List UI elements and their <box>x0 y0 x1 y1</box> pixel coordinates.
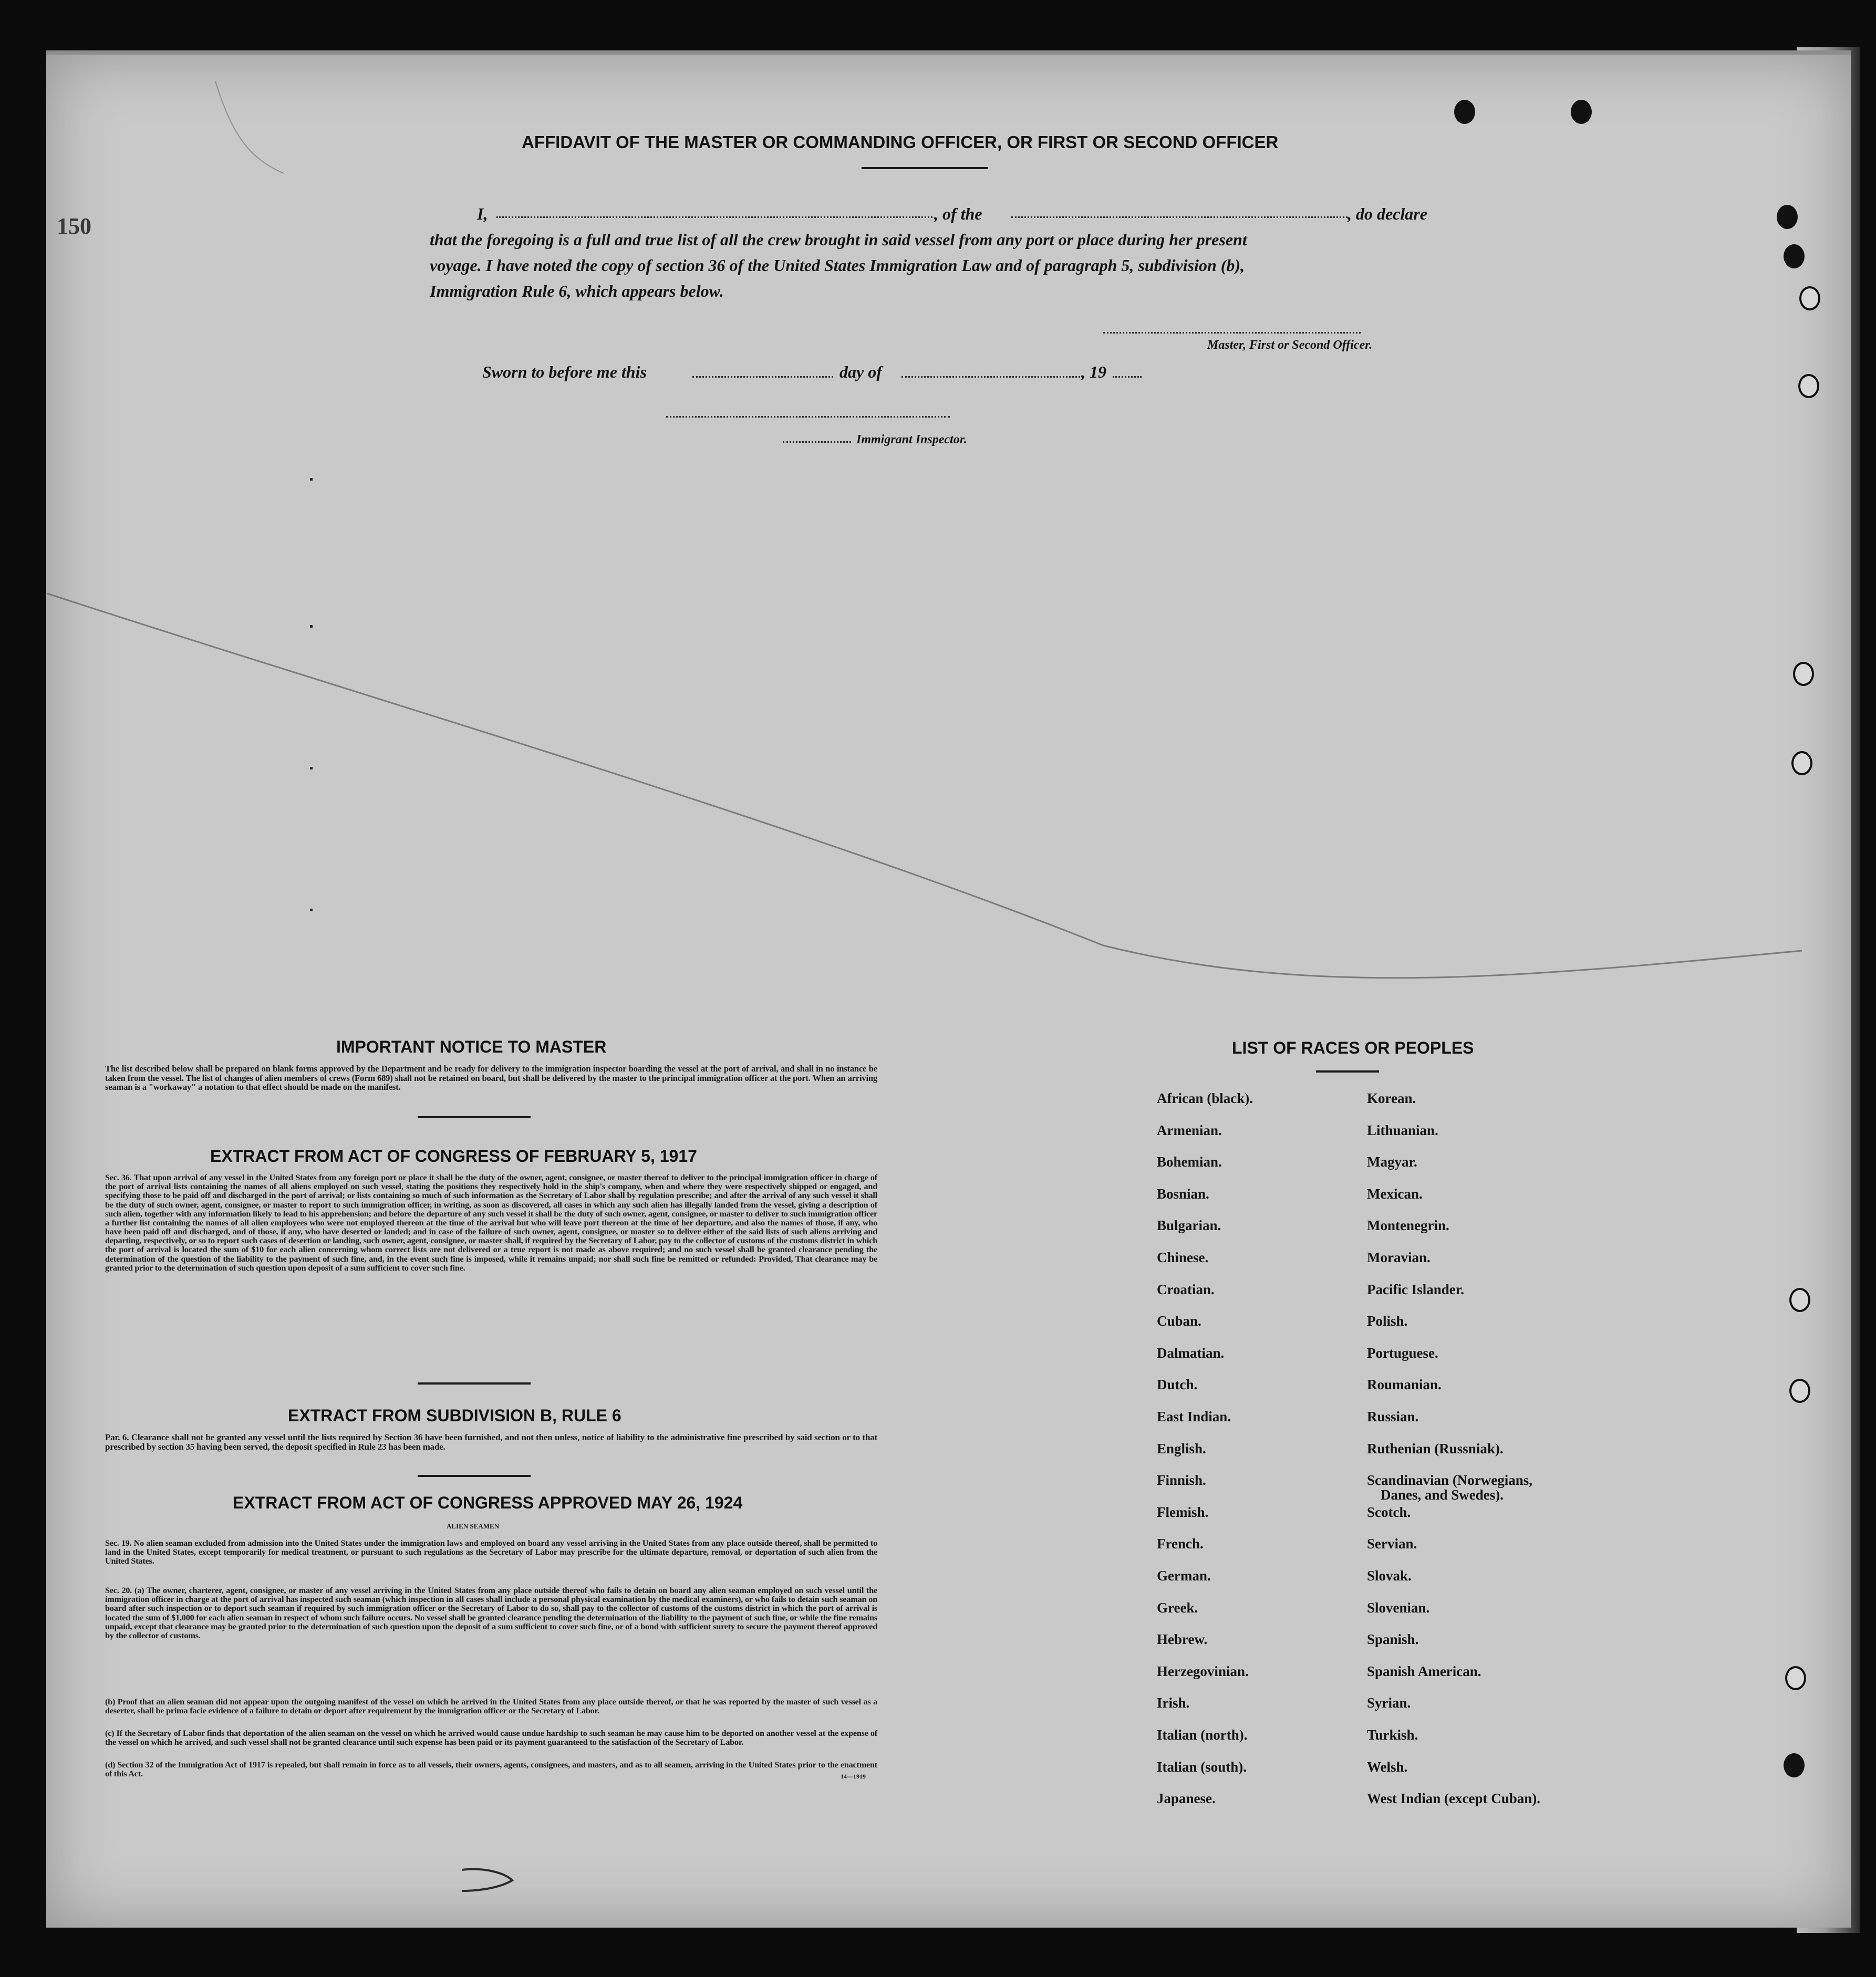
affidavit-line-3: voyage. I have noted the copy of section 36 of the United States Immigration Law and of paragraph 5, subdivision (b), <box>430 256 1245 275</box>
form-number: 14—1919 <box>841 1773 866 1780</box>
affidavit-i: I, <box>477 204 488 223</box>
fold-mark <box>310 909 313 911</box>
extract-1924-sec20a: Sec. 20. (a) The owner, charterer, agent, consignee, or master of any vessel arriving in the United States from any place outside thereof who fails to detain on board any alien seaman employed on such vessel until the immigration officer in charge at the port of arrival has inspected such seaman (which inspection in all cases shall include a personal physical examination by the medical examiners), or who fails to detain such seaman on board after such inspection or to deport such seaman if required by such immigration officer or the Secretary of Labor to do so, shall pay to the collector of customs of the customs district in which the port of arrival is located the sum of $1,000 for each alien seaman in respect of whom such failure occurs. No vessel shall be granted clearance pending the determination of the liability to the payment of such fine, or while the fine remains unpaid, except that clearance may be granted prior to the determination of such question upon the deposit of a sum sufficient to cover such fine, or of a bond with sufficient surety to secure the payment thereof approved by the collector of customs. <box>105 1586 877 1640</box>
binding-hole <box>1789 1379 1810 1403</box>
extract-1917-title: EXTRACT FROM ACT OF CONGRESS OF FEBRUARY 5, 1917 <box>210 1147 697 1166</box>
race-item: African (black). <box>1157 1090 1253 1106</box>
fold-mark <box>310 478 313 481</box>
master-caption: Master, First or Second Officer. <box>1207 338 1373 352</box>
race-item: Danes, and Swedes). <box>1381 1487 1504 1503</box>
affidavit-line-2: that the foregoing is a full and true list of all the crew brought in said vessel from any port or place during her present <box>430 230 1247 249</box>
races-underline <box>1316 1070 1379 1073</box>
race-item: Slovenian. <box>1367 1599 1430 1616</box>
race-item: Mexican. <box>1367 1185 1423 1202</box>
extract-1924-sec20d: (d) Section 32 of the Immigration Act of 1917 is repealed, but shall remain in force as to all vessels, their owners, agents, consignees, and masters, and as to all seamen, arriving in the United States prior to the enactment of this Act. <box>105 1760 877 1779</box>
binding-hole <box>1777 205 1798 229</box>
year-text: , 19 <box>1081 362 1106 381</box>
race-item: Croatian. <box>1157 1281 1215 1297</box>
race-item: Servian. <box>1367 1536 1417 1552</box>
extract-1917-body: Sec. 36. That upon arrival of any vessel in the United States from any foreign port or place it shall be the duty of the owner, agent, consignee, or master thereof to deliver to the principal immigration officer in charge of the port of arrival lists containing the names of all aliens employed on such vessel, stating the positions they respectively hold in the ship's company, when and where they were respectively shipped or engaged, and specifying those to be paid off and discharged in the port of arrival; or lists containing so much of such information as the Secretary of Labor shall by regulation prescribe; and after the arrival of any such vessel it shall be the duty of such owner, agent, consignee, or master to report to such immigration officer, in writing, as soon as discovered, all cases in which any such alien has illegally landed from the vessel, giving a description of such alien, together with any information likely to lead to his apprehension; and before the departure of any such vessel it shall be the duty of such owner, agent, consignee, or master to deliver to such immigration officer a further list containing the names of all alien employees who were not employed thereon at the time of the arrival but who will leave port thereon at the time of her departure, and also the names of those, if any, who have been paid off and discharged, and of those, if any, who have deserted or landed; and in case of the failure of such owner, agent, consignee, or master so to deliver either of the said lists of such aliens arriving and departing, respectively, or so to report such cases of desertion or landing, such owner, agent, consignee, or master shall, if required by the Secretary of Labor, pay to the collector of customs of the customs district in which the port of arrival is located the sum of $10 for each alien concerning whom correct lists are not delivered or a true report is not made as above required; and no such vessel shall be granted clearance pending the determination of the question of the liability to the payment of such fine, and, in the event such fine is imposed, while it remains unpaid; nor shall such fine be remitted or refunded: Provided, That clearance may be granted prior to the determination of such question upon deposit of a sum sufficient to cover such fine. <box>105 1173 877 1273</box>
extract-rule6-divider <box>418 1475 531 1477</box>
race-item: Spanish. <box>1367 1631 1419 1648</box>
race-item: Finnish. <box>1157 1472 1206 1489</box>
race-item: Slovak. <box>1367 1568 1412 1584</box>
race-item: Roumanian. <box>1367 1377 1442 1393</box>
race-item: Russian. <box>1367 1409 1419 1424</box>
binding-hole <box>1785 1666 1806 1690</box>
binding-hole <box>1784 244 1805 268</box>
extract-1924-sec19: Sec. 19. No alien seaman excluded from admission into the United States under the immigration laws and employed on board any vessel arriving in the United States from any place outside thereof, shall be permitted to land in the United States, except temporarily for medical treatment, or pursuant to such regulations as the Secretary of Labor may prescribe for the ultimate departure, removal, or deportation of such alien from the United States. <box>105 1538 877 1566</box>
affidavit-title: AFFIDAVIT OF THE MASTER OR COMMANDING OFFICER, OR FIRST OR SECOND OFFICER <box>522 132 1279 152</box>
notice-body: The list described below shall be prepared on blank forms approved by the Department and be ready for delivery to the immigration inspector boarding the vessel at the port of arrival, and shall in no instance be taken from the vessel. The list of changes of alien members of crews (Form 689) shall not be retained on board, but shall be delivered by the master to the principal immigration officer at the port. When an arriving seaman is a "workaway" a notation to that effect should be made on the manifest. <box>105 1064 877 1092</box>
race-item: Scandinavian (Norwegians, <box>1367 1472 1533 1489</box>
race-item: Welsh. <box>1367 1759 1408 1775</box>
race-item: Dalmatian. <box>1157 1345 1225 1361</box>
race-item: French. <box>1157 1536 1204 1552</box>
race-item: Japanese. <box>1157 1791 1216 1807</box>
race-item: Chinese. <box>1157 1250 1209 1265</box>
race-item: West Indian (except Cuban). <box>1367 1791 1541 1807</box>
race-item: German. <box>1157 1568 1211 1584</box>
race-item: Cuban. <box>1157 1313 1201 1329</box>
day-of-text: day of <box>839 362 882 381</box>
race-item: Korean. <box>1367 1090 1416 1106</box>
race-item: Polish. <box>1367 1313 1408 1329</box>
sworn-text: Sworn to before me this <box>482 362 647 381</box>
binding-hole <box>1454 100 1475 124</box>
race-item: Hebrew. <box>1157 1631 1208 1648</box>
binding-hole <box>1571 100 1592 124</box>
race-item: Spanish American. <box>1367 1663 1481 1679</box>
race-item: Bosnian. <box>1157 1185 1209 1202</box>
binding-hole <box>1799 286 1820 310</box>
notice-divider <box>418 1116 531 1118</box>
binding-hole <box>1789 1288 1810 1312</box>
race-item: Montenegrin. <box>1367 1218 1449 1234</box>
race-item: Scotch. <box>1367 1504 1411 1520</box>
race-item: Moravian. <box>1367 1250 1431 1265</box>
race-item: Bohemian. <box>1157 1154 1222 1170</box>
race-item: Ruthenian (Russniak). <box>1367 1440 1504 1456</box>
race-item: Lithuanian. <box>1367 1122 1438 1138</box>
margin-number: 150 <box>57 213 91 239</box>
races-title: LIST OF RACES OR PEOPLES <box>1232 1038 1474 1057</box>
affidavit-line-4: Immigration Rule 6, which appears below. <box>430 282 724 300</box>
binding-hole <box>1791 751 1812 775</box>
extract-1917-divider <box>418 1382 531 1385</box>
race-item: Turkish. <box>1367 1727 1418 1743</box>
race-item: Bulgarian. <box>1157 1218 1221 1234</box>
race-item: Syrian. <box>1367 1695 1411 1711</box>
inspector-caption: Immigrant Inspector. <box>856 433 967 446</box>
affidavit-do-declare: , do declare <box>1348 204 1427 223</box>
race-item: English. <box>1157 1440 1206 1456</box>
race-item: Dutch. <box>1157 1377 1198 1393</box>
notice-title: IMPORTANT NOTICE TO MASTER <box>336 1037 607 1056</box>
race-item: Italian (south). <box>1157 1759 1247 1775</box>
binding-hole <box>1784 1753 1805 1777</box>
extract-1924-sec20c: (c) If the Secretary of Labor finds that deportation of the alien seaman on the vessel on which he arrived would cause undue hardship to such seaman he may cause him to be deported on another vessel at the expense of the vessel on which he arrived, and such vessel shall not be granted clearance until such expense has been paid or its payment guaranteed to the satisfaction of the Secretary of Labor. <box>105 1729 877 1747</box>
binding-hole <box>1793 662 1814 686</box>
extract-rule6-title: EXTRACT FROM SUBDIVISION B, RULE 6 <box>288 1406 621 1425</box>
affidavit-of-the: , of the <box>934 204 982 223</box>
extract-rule6-body: Par. 6. Clearance shall not be granted any vessel until the lists required by Section 36 have been furnished, and not then unless, notice of liability to the administrative fine prescribed by said section or to that prescribed by section 35 having been served, the deposit specified in Rule 23 has been made. <box>105 1432 877 1452</box>
race-item: Flemish. <box>1157 1504 1209 1520</box>
binding-hole <box>1798 374 1819 398</box>
fold-mark <box>310 625 313 628</box>
extract-1924-subtitle: ALIEN SEAMEN <box>447 1522 500 1530</box>
race-item: Irish. <box>1157 1695 1190 1711</box>
fold-mark <box>310 767 313 769</box>
race-item: Portuguese. <box>1367 1345 1438 1361</box>
race-item: Pacific Islander. <box>1367 1281 1464 1297</box>
race-item: Italian (north). <box>1157 1727 1248 1743</box>
race-item: Armenian. <box>1157 1122 1222 1138</box>
race-item: Greek. <box>1157 1599 1198 1616</box>
race-item: Magyar. <box>1367 1154 1417 1170</box>
race-item: Herzegovinian. <box>1157 1663 1249 1679</box>
extract-1924-sec20b: (b) Proof that an alien seaman did not appear upon the outgoing manifest of the vessel on which he arrived in the United States from any place outside thereof, or that he was reported by the master of such vessel as a deserter, shall be prima facie evidence of a failure to detain or deport after requirement by the immigration officer or the Secretary of Labor. <box>105 1697 877 1716</box>
race-item: East Indian. <box>1157 1409 1231 1424</box>
extract-1924-title: EXTRACT FROM ACT OF CONGRESS APPROVED MAY 26, 1924 <box>233 1493 743 1512</box>
